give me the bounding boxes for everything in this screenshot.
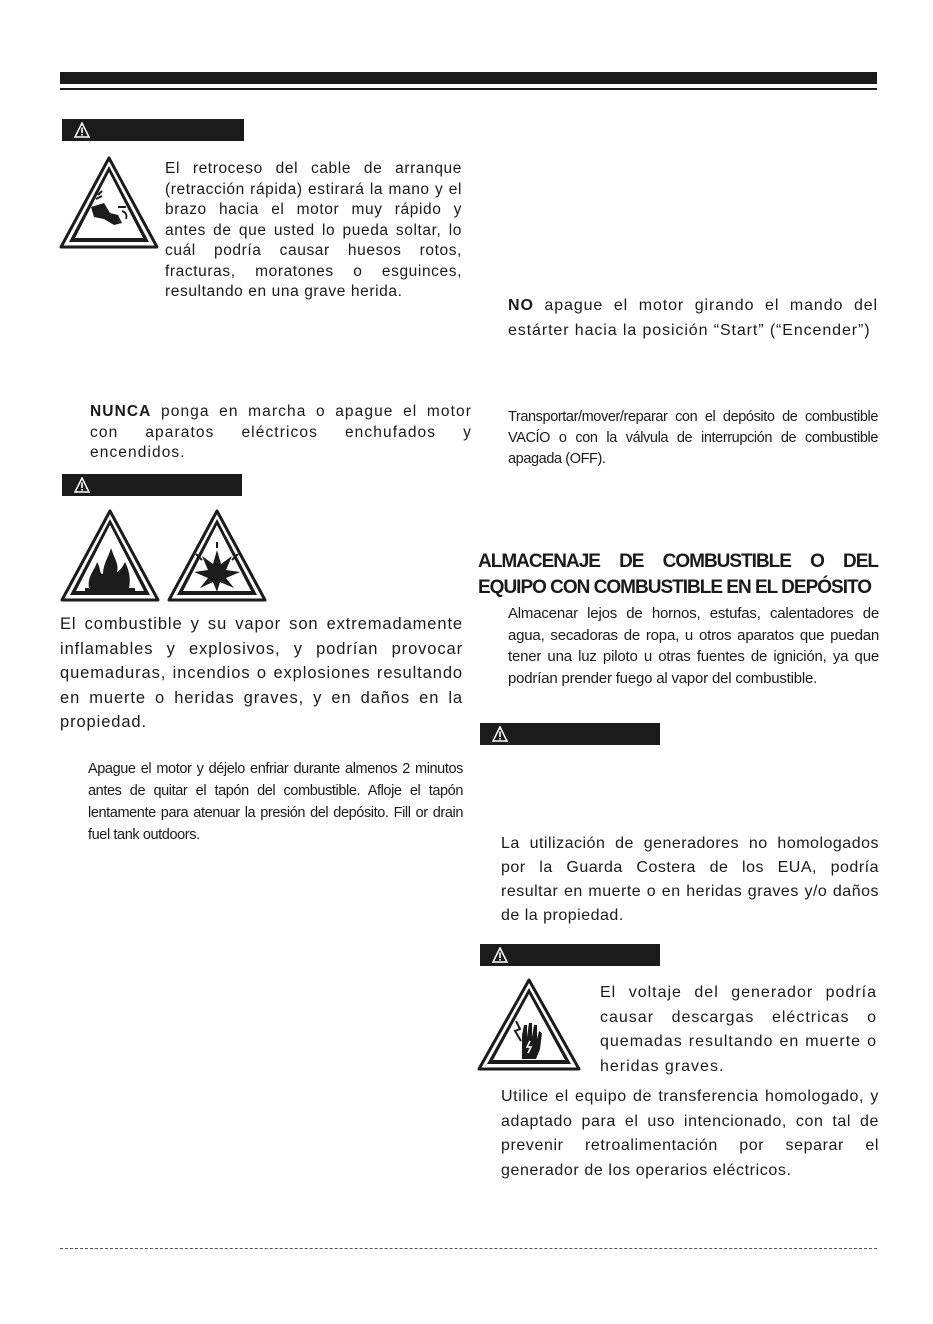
kickback-warning-text: El retroceso del cable de arranque (retracción rápida) estirará la mano y el brazo hacia el motor muy rápido y antes de que usted lo pueda soltar, lo cuál podría causar huesos rotos, fracturas, moratones o esguinces, resultando en una grave herida. [165, 160, 462, 300]
nunca-instruction [90, 402, 472, 464]
transfer-equipment-instruction: Utilice el equipo de transferencia homologado, y adaptado para el uso intencionado, con tal de prevenir retroalimentación por separar el generador de los operarios eléctricos. [501, 1088, 879, 1179]
shock-warning-text: El voltaje del generador podría causar descargas eléctricas o quemadas resultando en muerte o heridas graves. [600, 984, 877, 1075]
starter-knob-instruction [508, 293, 878, 343]
transport-instruction: Transportar/mover/reparar con el depósito de combustible VACÍO o con la válvula de interrupción de combustible apagada (OFF). [508, 409, 878, 467]
fuel-storage-instruction: Almacenar lejos de hornos, estufas, calentadores de agua, secadoras de ropa, u otros aparatos que puedan tener una luz piloto u otras fuentes de ignición, ya que podrían prender fuego al vapor del combustible. [508, 605, 879, 687]
no-emphasis: NO [508, 297, 534, 314]
header-rule [60, 88, 877, 90]
electric-shock-icon [476, 977, 582, 1073]
fuel-storage-heading: ALMACENAJE DE COMBUSTIBLE O DEL EQUIPO CON COMBUSTIBLE EN EL DEPÓSITO [478, 551, 878, 598]
warning-label-shock [480, 944, 660, 966]
warning-label-coast-guard [480, 723, 660, 745]
explosion-hazard-icon [166, 508, 268, 604]
footer-dashed-rule [60, 1248, 877, 1249]
fire-hazard-icon [59, 508, 161, 604]
refuel-instruction: Apague el motor y déjelo enfriar durante almenos 2 minutos antes de quitar el tapón del combustible. Afloje el tapón lentamente para atenuar la presión del depósito. Fill or drain fuel tank outdoors. [88, 761, 463, 843]
header-bar [60, 72, 877, 84]
warning-triangle-icon [492, 947, 508, 963]
starter-knob-instruction-rest: apague el motor girando el mando del estárter hacia la posición “Start” (“Encender”) [508, 297, 878, 339]
warning-triangle-icon [74, 477, 90, 493]
warning-label-fuel [62, 474, 242, 496]
coast-guard-warning: La utilización de generadores no homologados por la Guarda Costera de los EUA, podría resultar en muerte o en heridas graves y/o daños de la propiedad. [501, 835, 879, 924]
fuel-flammability-warning: El combustible y su vapor son extremadamente inflamables y explosivos, y podrían provocar quemaduras, incendios o explosiones resultando en muerte o heridas graves, y en daños en la propiedad. [60, 615, 463, 731]
nunca-emphasis: NUNCA [90, 403, 152, 420]
warning-label-kickback [62, 119, 244, 141]
warning-triangle-icon [492, 726, 508, 742]
nunca-instruction-rest: ponga en marcha o apague el motor con aparatos eléctricos enchufados y encendidos. [90, 403, 472, 461]
starter-cord-kickback-icon [58, 155, 160, 251]
warning-triangle-icon [74, 122, 90, 138]
